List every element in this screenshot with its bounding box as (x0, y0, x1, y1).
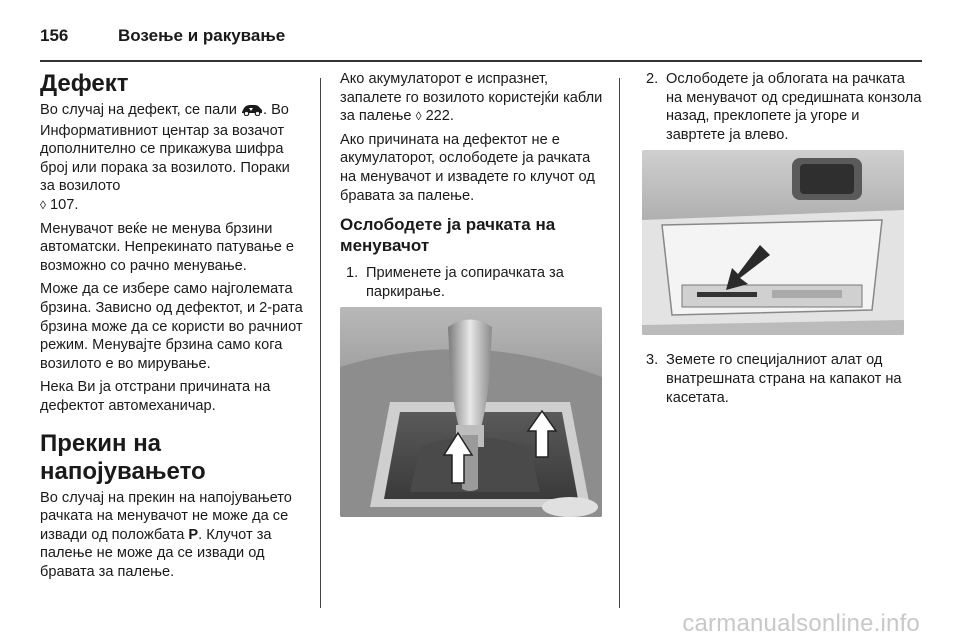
paragraph-release-lever: Ако причината на дефектот не е акумулаторот, ослободете ја рачката на менувачот и извадете го клучот од бравата за палење. (340, 131, 595, 204)
list-item-step-3: 3. Земете го специјалниот алат од внатрешната страна на капакот на касетата. (646, 352, 902, 406)
page-ref-arrow-icon: ◊ (415, 109, 422, 124)
car-warning-icon (241, 103, 263, 122)
heading-release-lever: Ослободете ја рачката на менувачот (340, 215, 556, 256)
paragraph-battery: Ако акумулаторот е испразнет, запалете го возилото користејќи кабли за палење ◊ 222. (340, 71, 603, 125)
column-divider-1 (320, 78, 321, 608)
paragraph-power-failure: Во случај на прекин на напојувањето рачката на менувачот не може да се извади од положбата P. Клучот за палење не може да се извади од бравата за палење. (40, 489, 292, 580)
paragraph-defect-1: Во случај на дефект, се пали . Во Информативниот центар за возачот дополнително се прикажува шифра број или порака за возилото. Пораки за возилото ◊ 107. (40, 102, 290, 213)
list-item-step-2: 2. Ослободете ја облогата на рачката на менувачот од средишната конзола назад, преклопете ја угоре и завртете ја влево. (646, 71, 922, 143)
page-ref-link[interactable]: 107. (50, 196, 79, 213)
page-ref-link[interactable]: 222. (425, 108, 454, 125)
paragraph-defect-4: Нека Ви ја отстрани причината на дефектот автомеханичар. (40, 379, 271, 414)
heading-power-failure: Прекин на напојувањето (40, 429, 206, 485)
gear-lever-illustration (340, 307, 602, 517)
column-3 (640, 70, 922, 413)
column-divider-2 (619, 78, 620, 608)
column-1 (40, 70, 308, 586)
glovebox-illustration (642, 150, 904, 335)
page-ref-arrow-icon: ◊ (40, 197, 46, 212)
heading-defect: Дефект (40, 70, 129, 97)
paragraph-defect-2: Менувачот веќе не менува брзини автоматски. Непрекинато патување е возможно со рачно менување. (40, 220, 295, 274)
page-header-title: Возење и ракување (118, 26, 286, 45)
watermark: carmanualsonline.info (682, 610, 920, 637)
page-number: 156 (40, 26, 69, 45)
list-item-step-1: 1. Применете ја сопирачката за паркирање. (346, 265, 564, 300)
header-rule (40, 60, 922, 62)
paragraph-defect-3: Може да се избере само најголемата брзина. Зависно од дефектот, и 2-рата брзина може да се користи во рачниот режим. Менувајте брзина само кога возилото е во мирување. (40, 281, 303, 372)
column-2 (340, 70, 606, 533)
